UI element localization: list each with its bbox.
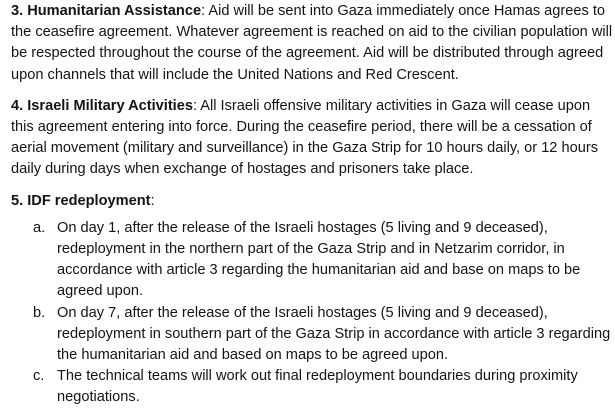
section-heading-suffix: : bbox=[150, 192, 155, 209]
list-item bbox=[11, 303, 613, 367]
list-item-text: On day 1, after the release of the Israeli hostages (5 living and 9 deceased), redeployment in the northern part of the Gaza Strip and in Netzarim corridor, in accordance with article 3 regarding the humanitarian aid and base on maps to be agreed upon. bbox=[57, 219, 581, 300]
list-marker: a. bbox=[33, 219, 46, 236]
document-page bbox=[11, 1, 613, 409]
section-heading: 4. Israeli Military Activities bbox=[11, 97, 193, 114]
list-marker: c. bbox=[33, 368, 45, 385]
redeployment-list bbox=[11, 218, 613, 409]
list-item-text: On day 7, after the release of the Israeli hostages (5 living and 9 deceased), redeployment in southern part of the Gaza Strip in accordance with article 3 regarding the humanitarian aid and based on maps to be agreed upon. bbox=[57, 304, 611, 364]
section-heading: 5. IDF redeployment bbox=[11, 192, 151, 209]
section-heading: 3. Humanitarian Assistance bbox=[11, 3, 202, 19]
section-body: : All Israeli offensive military activities in Gaza will cease upon this agreement entering into force. During the ceasefire period, there will be a cessation of aerial movement (military and surveillance) in the Gaza Strip for 10 hours daily, or 12 hours daily during days when exchange of hostages and prisoners take place. bbox=[11, 97, 598, 178]
list-item-text: The technical teams will work out final redeployment boundaries during proximity negotiations. bbox=[57, 368, 578, 406]
list-item bbox=[11, 218, 613, 303]
section-idf-redeployment-heading bbox=[11, 191, 613, 212]
section-body: : Aid will be sent into Gaza immediately once Hamas agrees to the ceasefire agreement. Whatever agreement is reached on aid to the civilian population will be respected throughout the course of the agreement. Aid will be distributed through agreed upon channels that will include the United Nations and Red Crescent. bbox=[11, 3, 613, 83]
list-marker: b. bbox=[33, 304, 46, 321]
section-israeli-military-activities bbox=[11, 96, 613, 181]
list-item bbox=[11, 366, 613, 408]
section-humanitarian-assistance bbox=[11, 1, 613, 86]
